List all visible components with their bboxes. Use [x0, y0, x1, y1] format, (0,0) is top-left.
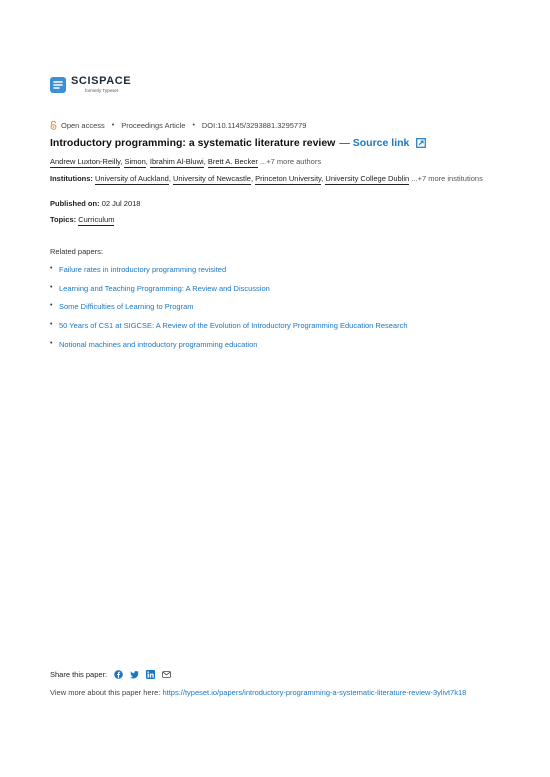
scispace-logo-icon — [50, 77, 66, 93]
topics — [50, 215, 114, 224]
author-link[interactable]: Ibrahim Al-Bluwi — [149, 157, 204, 166]
share-bar — [50, 670, 171, 679]
more-authors: ...+7 more authors — [260, 157, 322, 166]
article-type: Proceedings Article — [121, 121, 186, 130]
scispace-logo[interactable] — [50, 76, 131, 94]
doi: DOI:10.1145/3293881.3295779 — [201, 121, 307, 130]
paper-meta — [50, 121, 306, 130]
more-institutions: ...+7 more institutions — [411, 174, 483, 183]
related-paper-item — [50, 302, 408, 321]
institution-link[interactable]: University of Auckland — [95, 174, 169, 183]
bullet: • — [50, 339, 53, 347]
related-paper-item — [50, 265, 408, 284]
paper-title: Introductory programming: a systematic literature review — [50, 137, 336, 149]
related-paper-item — [50, 340, 408, 359]
published-label: Published on: — [50, 199, 100, 208]
related-paper-item — [50, 284, 408, 303]
twitter-icon[interactable] — [130, 670, 139, 679]
related-papers-list — [50, 265, 408, 358]
author-link[interactable]: Brett A. Becker — [207, 157, 258, 166]
source-link[interactable]: — Source link — [339, 137, 410, 149]
open-access-icon — [50, 121, 57, 130]
linkedin-icon[interactable] — [146, 670, 155, 679]
bullet: • — [50, 321, 53, 329]
related-paper-link[interactable]: Learning and Teaching Programming: A Review and Discussion — [59, 283, 270, 293]
related-paper-link[interactable]: 50 Years of CS1 at SIGCSE: A Review of the Evolution of Introductory Programming Education Research — [59, 321, 408, 331]
bullet: • — [50, 265, 53, 272]
bullet: • — [50, 302, 53, 310]
related-paper-link[interactable]: Some Difficulties of Learning to Program — [59, 302, 194, 312]
paper-url-link[interactable]: https://typeset.io/papers/introductory-programming-a-systematic-literature-review-3ylivt7k18 — [162, 688, 467, 697]
logo-subtitle: formerly Typeset — [85, 88, 119, 93]
related-paper-item — [50, 321, 408, 340]
institution-link[interactable]: Princeton University — [255, 174, 322, 183]
related-paper-link[interactable]: Failure rates in introductory programming revisited — [59, 265, 227, 274]
topics-label: Topics: — [50, 215, 77, 224]
separator-dot: • — [192, 122, 195, 129]
published-date — [50, 199, 140, 208]
institutions-label: Institutions: — [50, 174, 93, 183]
view-more-text: View more about this paper here: — [50, 688, 161, 697]
related-papers-heading: Related papers: — [50, 247, 103, 256]
published-value: 02 Jul 2018 — [101, 199, 141, 208]
bullet: • — [50, 283, 53, 291]
author-link[interactable]: Simon — [124, 157, 146, 166]
separator-dot: • — [111, 122, 115, 129]
logo-name: SCISPACE — [71, 75, 132, 87]
facebook-icon[interactable] — [114, 670, 123, 679]
institution-link[interactable]: University of Newcastle — [172, 174, 251, 183]
institution-link[interactable]: University College Dublin — [325, 174, 410, 183]
view-more — [50, 688, 470, 697]
share-label: Share this paper: — [50, 670, 108, 679]
email-icon[interactable] — [162, 670, 171, 679]
institutions: Institutions: University of Auckland, University of Newcastle, Princeton University, University College Dublin ...+7 more institutions — [50, 174, 483, 183]
related-paper-link[interactable]: Notional machines and introductory programming education — [59, 339, 258, 349]
open-access-label: Open access — [61, 121, 105, 130]
authors: Andrew Luxton-Reilly, Simon, Ibrahim Al-Bluwi, Brett A. Becker ...+7 more authors — [50, 157, 322, 166]
topic-link[interactable]: Curriculum — [78, 215, 115, 224]
author-link[interactable]: Andrew Luxton-Reilly — [50, 157, 121, 166]
paper-title-row — [50, 137, 426, 149]
external-link-icon[interactable] — [416, 138, 426, 148]
